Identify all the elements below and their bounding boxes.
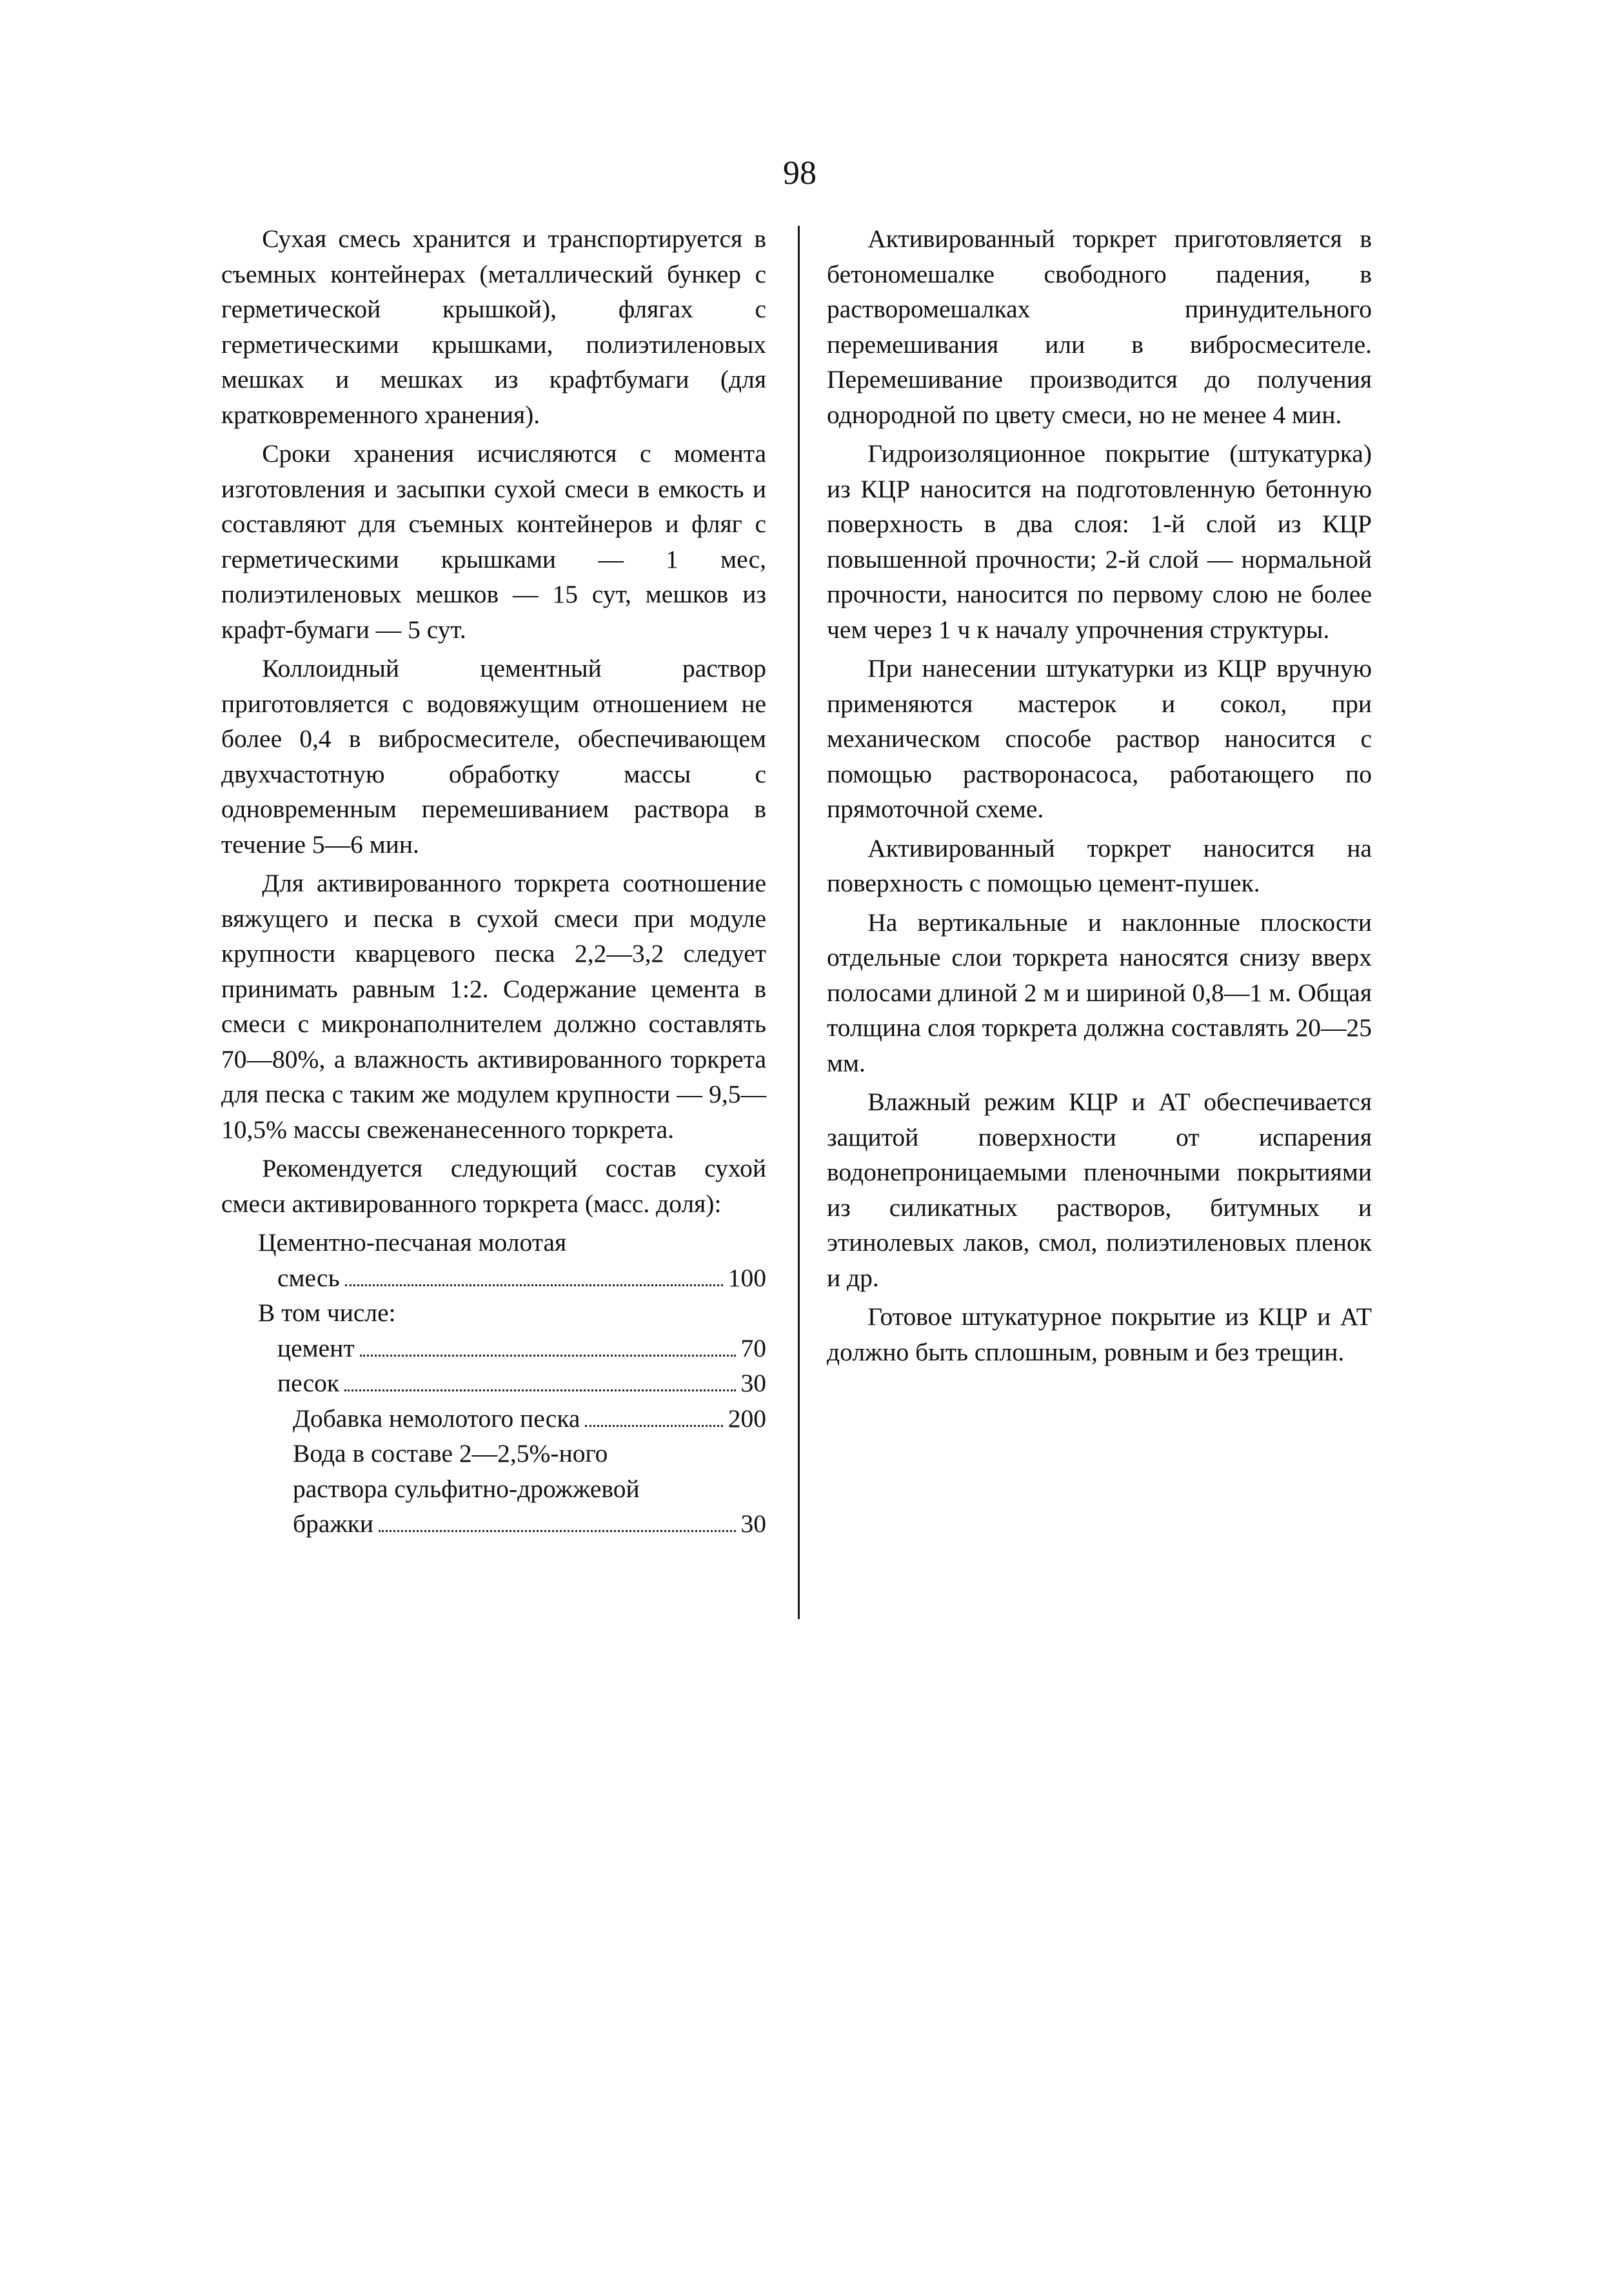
composition-label: бражки (293, 1509, 373, 1538)
paragraph-colloid-solution: Коллоидный цементный раствор приготовляется с водовяжущим отношением не более 0,4 в вибросмесителе, обеспечивающем двухчастотную обработку массы с одновременным перемешиванием раствора в течение 5—6 мин. (221, 654, 766, 859)
composition-label: смесь (277, 1263, 340, 1292)
composition-subheading: В том числе: (258, 1299, 396, 1327)
left-column (221, 221, 766, 1542)
composition-value: 30 (740, 1369, 766, 1397)
right-column (827, 221, 1372, 1373)
composition-item-mixture (221, 1260, 766, 1296)
paragraph-shotcrete-preparation: Активированный торкрет приготовляется в бетономешалке свободного падения, в растворомешалках принудительного перемешивания или в вибросмесителе. Перемешивание производится до получения однородной по цвету смеси, но не менее 4 мин. (827, 224, 1372, 429)
composition-list (221, 1225, 766, 1542)
composition-item-water-line1: Вода в составе 2—2,5%-ного (293, 1439, 608, 1468)
paragraph-finished-coating: Готовое штукатурное покрытие из КЦР и АТ должно быть сплошным, ровным и без трещин. (827, 1302, 1372, 1366)
composition-item-cement (221, 1331, 766, 1366)
paragraph-cement-gun: Активированный торкрет наносится на поверхность с помощью цемент-пушек. (827, 833, 1372, 897)
composition-label: песок (277, 1369, 340, 1397)
paragraph-waterproofing-coating: Гидроизоляционное покрытие (штукатурка) из КЦР наносится на подготовленную бетонную поверхность в два слоя: 1-й слой из КЦР повышенной прочности; 2-й слой — нормальной прочности, наносится по первому слою не более чем через 1 ч к началу упрочнения структуры. (827, 439, 1372, 644)
dot-leader (345, 1284, 723, 1286)
composition-label: цемент (277, 1333, 355, 1362)
paragraph-storage-transport: Сухая смесь хранится и транспортируется в съемных контейнерах (металлический бункер с герметической крышкой), флягах с герметическими крышками, полиэтиленовых мешках и мешках из крафтбумаги (для кратковременного хранения). (221, 224, 766, 429)
composition-value: 200 (728, 1404, 766, 1433)
composition-value: 70 (740, 1333, 766, 1362)
paragraph-storage-terms: Сроки хранения исчисляются с момента изготовления и засыпки сухой смеси в емкость и составляют для съемных контейнеров и фляг с герметическими крышками — 1 мес, полиэтиленовых мешков — 15 сут, мешков из крафт-бумаги — 5 сут. (221, 439, 766, 644)
composition-item-additive (221, 1401, 766, 1437)
composition-item-sand (221, 1366, 766, 1401)
composition-label: Добавка немолотого песка (293, 1404, 580, 1433)
page-number: 98 (783, 155, 817, 192)
dot-leader (344, 1389, 735, 1391)
dot-leader (379, 1530, 736, 1532)
paragraph-plaster-application: При нанесении штукатурки из КЦР вручную применяются мастерок и сокол, при механическом способе раствор наносится с помощью растворонасоса, работающего по прямоточной схеме. (827, 654, 1372, 823)
composition-item-water-line2: раствора сульфитно-дрожжевой (293, 1474, 640, 1503)
composition-value: 30 (740, 1509, 766, 1538)
dot-leader (585, 1425, 722, 1427)
paragraph-vertical-surfaces: На вертикальные и наклонные плоскости отдельные слои торкрета наносятся снизу вверх полосами длиной 2 м и шириной 0,8—1 м. Общая толщина слоя торкрета должна составлять 20—25 мм. (827, 908, 1372, 1077)
composition-item-mixture-line1: Цементно-песчаная молотая (258, 1228, 567, 1257)
paragraph-recommended-composition: Рекомендуется следующий состав сухой смеси активированного торкрета (масс. доля): (221, 1154, 766, 1218)
composition-value: 100 (728, 1263, 766, 1292)
dot-leader (360, 1355, 736, 1357)
column-divider (798, 226, 800, 1619)
composition-item-water (221, 1506, 766, 1542)
paragraph-moisture-regime: Влажный режим КЦР и АТ обеспечивается защитой поверхности от испарения водонепроницаемыми пленочными покрытиями из силикатных растворов, битумных и этинолевых лаков, смол, полиэтиленовых пленок и др. (827, 1088, 1372, 1292)
paragraph-activated-shotcrete-ratio: Для активированного торкрета соотношение вяжущего и песка в сухой смеси при модуле крупности кварцевого песка 2,2—3,2 следует принимать равным 1:2. Содержание цемента в смеси с микронаполнителем должно составлять 70—80%, а влажность активированного торкрета для песка с таким же модулем крупности — 9,5—10,5% массы свеженанесенного торкрета. (221, 869, 766, 1144)
